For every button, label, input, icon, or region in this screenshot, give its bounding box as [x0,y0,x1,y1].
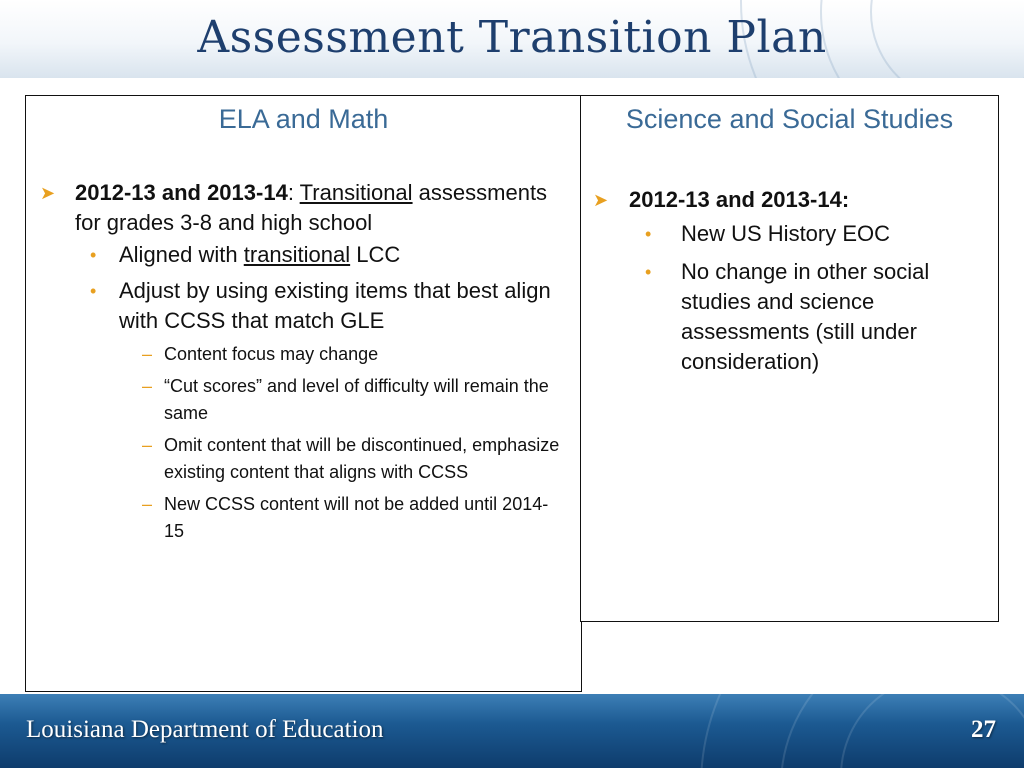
ela-detail-item [26,373,581,427]
footer-band [0,694,1024,768]
dot-bullet-icon: • [90,281,97,301]
ela-detail-item [26,341,581,368]
dash-bullet-icon: – [142,435,153,455]
sub-bullet-underlined: transitional [243,242,351,267]
ela-math-bullet [26,178,581,238]
science-social-studies-box [580,95,999,622]
sub-bullet-text: New US History EOC [681,221,891,246]
bullet-text: assessments for grades 3-8 and high school [75,180,548,235]
dot-bullet-icon: • [90,245,97,265]
ela-sub-bullet-2 [26,276,581,336]
detail-text: New CCSS content will not be added until 2014-15 [164,494,549,541]
arrowhead-bullet-icon: ➤ [40,183,56,203]
sub-bullet-prefix: Aligned with [119,242,244,267]
transitional-label: Transitional [299,180,413,205]
dot-bullet-icon: • [645,262,652,282]
ela-math-heading: ELA and Math [218,104,389,134]
arrowhead-bullet-icon: ➤ [593,190,609,210]
dash-bullet-icon: – [142,494,153,514]
slide-title: Assessment Transition Plan [197,12,827,63]
science-sub-bullet [581,257,998,377]
colon-separator: : [287,180,300,205]
page-number: 27 [971,716,996,743]
dash-bullet-icon: – [142,376,153,396]
detail-text: Omit content that will be discontinued, emphasize existing content that aligns with CCSS [164,435,560,482]
organization-name: Louisiana Department of Education [26,716,384,743]
year-range-label: 2012-13 and 2013-14 [75,180,288,205]
dash-bullet-icon: – [142,344,153,364]
sub-bullet-text: No change in other social studies and science assessments (still under consideration) [681,259,930,374]
science-bullet [581,185,998,215]
ela-sub-bullet-1 [26,240,581,270]
ela-detail-item [26,432,581,486]
detail-text: “Cut scores” and level of difficulty will remain the same [164,376,549,423]
ela-detail-item [26,491,581,545]
ela-math-box [25,95,582,692]
dot-bullet-icon: • [645,224,652,244]
sub-bullet-suffix: LCC [350,242,401,267]
year-range-label: 2012-13 and 2013-14: [629,187,850,212]
sub-bullet-text: Adjust by using existing items that best align with CCSS that match GLE [119,278,551,333]
science-sub-bullet [581,219,998,249]
science-social-heading: Science and Social Studies [625,104,954,134]
detail-text: Content focus may change [164,344,379,364]
